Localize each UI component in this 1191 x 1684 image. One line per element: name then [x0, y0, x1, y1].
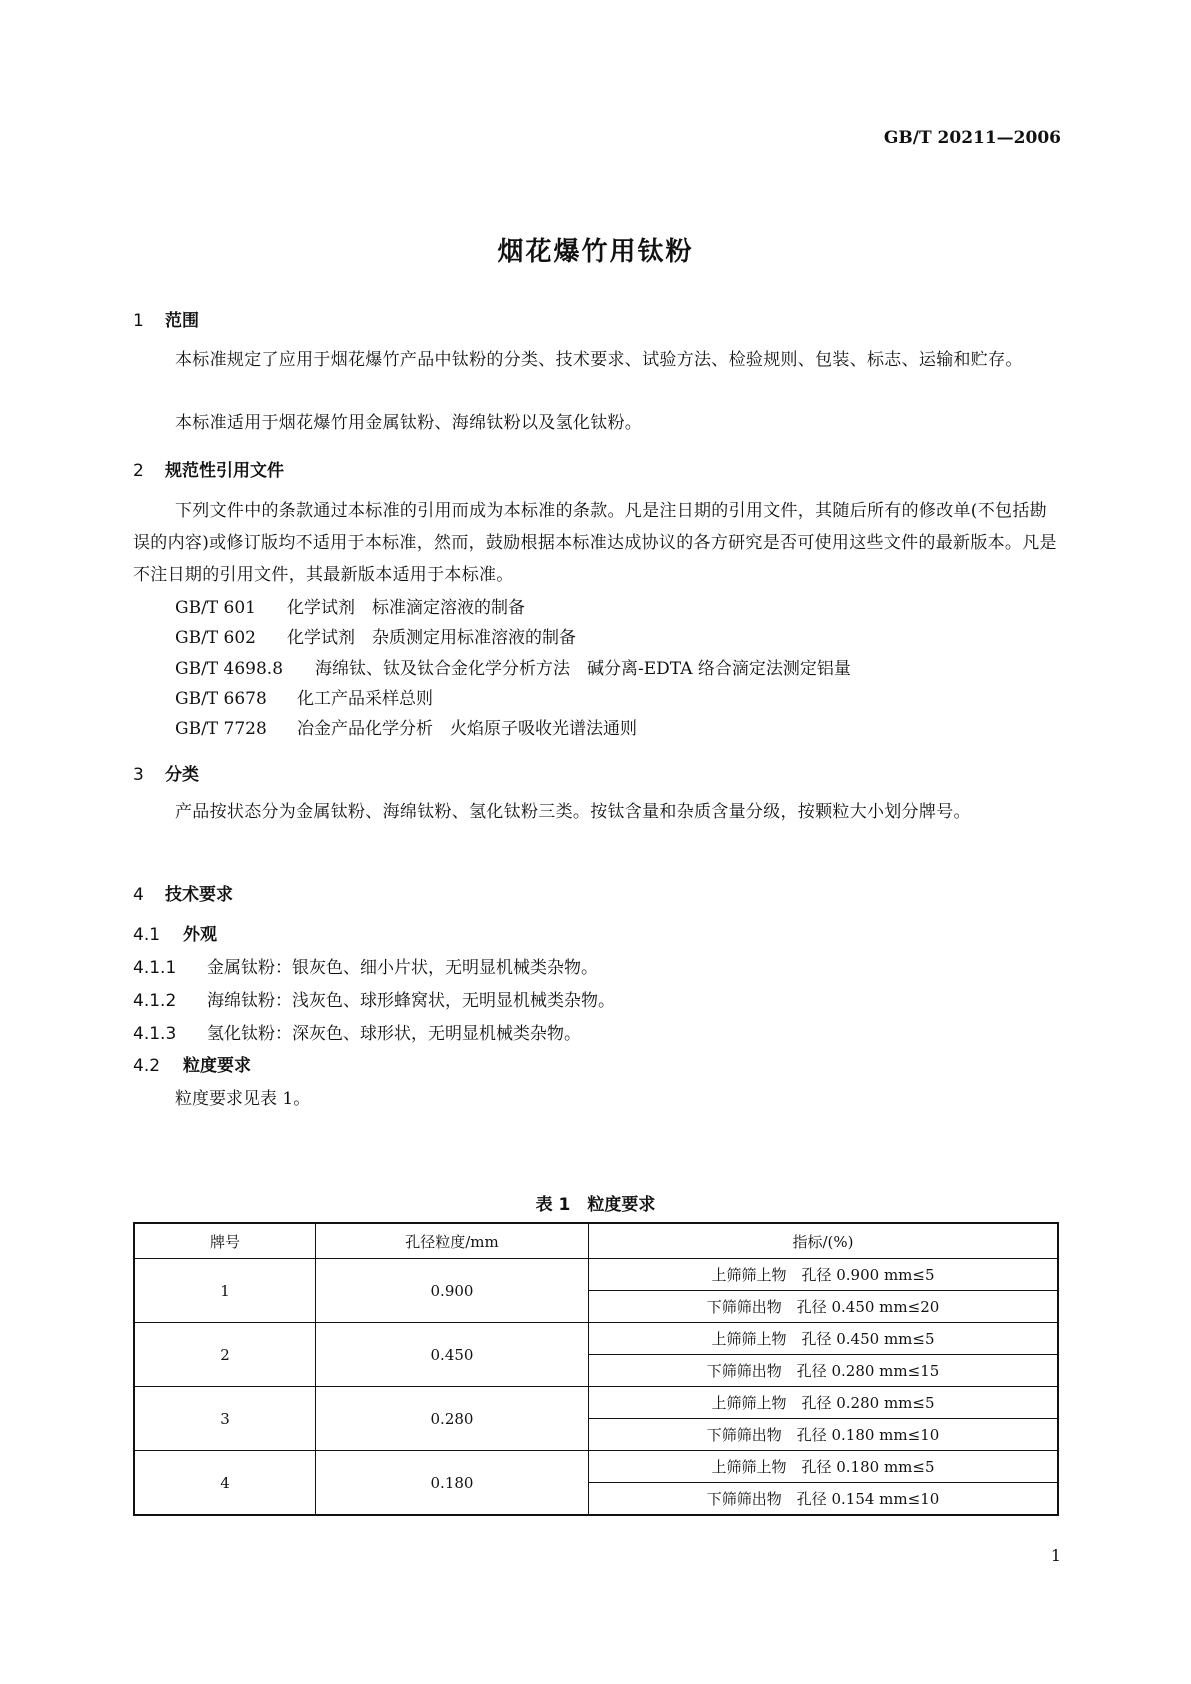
section-number: 3: [133, 765, 144, 785]
reference-item: [175, 623, 576, 648]
indicator-upper-cell: 上筛筛上物 孔径 0.180 mm≤5: [589, 1451, 1059, 1483]
reference-code: GB/T 6678: [175, 689, 267, 709]
size-cell: 0.900: [316, 1259, 589, 1323]
clause-4-1-1: [133, 953, 598, 978]
reference-item: [175, 684, 433, 709]
section-1-heading: [133, 306, 199, 331]
size-cell: 0.180: [316, 1451, 589, 1516]
grade-cell: 2: [134, 1323, 316, 1387]
reference-code: GB/T 7728: [175, 719, 267, 739]
section-number: 4: [133, 885, 144, 905]
indicator-upper-cell: 上筛筛上物 孔径 0.450 mm≤5: [589, 1323, 1059, 1355]
clause-text: 氢化钛粉：深灰色、球形状，无明显机械类杂物。: [207, 1024, 581, 1044]
section-4-1-heading: [133, 920, 217, 945]
section-title: 范围: [165, 311, 199, 331]
grade-cell: 4: [134, 1451, 316, 1516]
reference-title: 冶金产品化学分析 火焰原子吸收光谱法通则: [297, 719, 637, 739]
clause-text: 海绵钛粉：浅灰色、球形蜂窝状，无明显机械类杂物。: [207, 991, 615, 1011]
reference-title: 化工产品采样总则: [297, 689, 433, 709]
size-cell: 0.280: [316, 1387, 589, 1451]
reference-code: GB/T 602: [175, 628, 256, 648]
section-3-paragraph: [133, 796, 1059, 828]
clause-4-1-2: [133, 986, 615, 1011]
indicator-upper-cell: 上筛筛上物 孔径 0.280 mm≤5: [589, 1387, 1059, 1419]
section-3-heading: [133, 760, 199, 785]
column-header: 牌号: [134, 1223, 316, 1259]
table-row: [134, 1323, 1058, 1355]
table-header-row: [134, 1223, 1058, 1259]
section-2-paragraph: [133, 495, 1059, 591]
reference-code: GB/T 4698.8: [175, 659, 284, 679]
clause-number: 4.1.1: [133, 958, 177, 978]
table-title: 表 1 粒度要求: [535, 1195, 656, 1215]
section-title: 规范性引用文件: [165, 461, 284, 481]
indicator-upper-cell: 上筛筛上物 孔径 0.900 mm≤5: [589, 1259, 1059, 1291]
section-number: 2: [133, 461, 144, 481]
section-2-heading: [133, 456, 284, 481]
page-number: 1: [1050, 1546, 1061, 1565]
section-title: 分类: [165, 765, 199, 785]
paragraph-text: 本标准适用于烟花爆竹用金属钛粉、海绵钛粉以及氢化钛粉。: [175, 413, 643, 433]
granularity-table: [133, 1222, 1059, 1516]
column-header: 指标/(%): [589, 1223, 1059, 1259]
indicator-lower-cell: 下筛筛出物 孔径 0.154 mm≤10: [589, 1483, 1059, 1516]
clause-number: 4.1.3: [133, 1024, 177, 1044]
section-4-heading: [133, 880, 233, 905]
section-title: 外观: [183, 925, 217, 945]
section-1-paragraph-1: [133, 344, 1059, 376]
column-header: 孔径粒度/mm: [316, 1223, 589, 1259]
reference-item: [175, 714, 637, 739]
clause-number: 4.1.2: [133, 991, 177, 1011]
section-number: 1: [133, 311, 144, 331]
section-number: 4.2: [133, 1056, 161, 1076]
table-row: [134, 1451, 1058, 1483]
table-row: [134, 1259, 1058, 1291]
grade-cell: 1: [134, 1259, 316, 1323]
reference-item: [175, 654, 851, 679]
grade-cell: 3: [134, 1387, 316, 1451]
section-4-2-text: 粒度要求见表 1。: [175, 1089, 311, 1109]
indicator-lower-cell: 下筛筛出物 孔径 0.450 mm≤20: [589, 1291, 1059, 1323]
indicator-lower-cell: 下筛筛出物 孔径 0.280 mm≤15: [589, 1355, 1059, 1387]
paragraph-text: 下列文件中的条款通过本标准的引用而成为本标准的条款。凡是注日期的引用文件，其随后所有的修改单(不包括勘误的内容)或修订版均不适用于本标准，然而，鼓励根据本标准达成协议的各方研究是否可使用这些文件的最新版本。凡是不注日期的引用文件，其最新版本适用于本标准。: [133, 501, 1057, 585]
section-title: 粒度要求: [183, 1056, 251, 1076]
clause-4-1-3: [133, 1019, 581, 1044]
section-1-paragraph-2: [133, 407, 1059, 439]
reference-item: [175, 593, 525, 618]
paragraph-text: 产品按状态分为金属钛粉、海绵钛粉、氢化钛粉三类。按钛含量和杂质含量分级，按颗粒大小划分牌号。: [175, 802, 971, 822]
reference-code: GB/T 601: [175, 598, 256, 618]
reference-title: 化学试剂 杂质测定用标准溶液的制备: [287, 628, 576, 648]
reference-title: 化学试剂 标准滴定溶液的制备: [287, 598, 525, 618]
paragraph-text: 本标准规定了应用于烟花爆竹产品中钛粉的分类、技术要求、试验方法、检验规则、包装、标志、运输和贮存。: [175, 350, 1023, 370]
table-row: [134, 1387, 1058, 1419]
document-title: 烟花爆竹用钛粉: [497, 237, 694, 267]
indicator-lower-cell: 下筛筛出物 孔径 0.180 mm≤10: [589, 1419, 1059, 1451]
section-4-2-heading: [133, 1051, 251, 1076]
clause-text: 金属钛粉：银灰色、细小片状，无明显机械类杂物。: [207, 958, 598, 978]
section-title: 技术要求: [165, 885, 233, 905]
standard-number: GB/T 20211—2006: [883, 128, 1061, 148]
reference-title: 海绵钛、钛及钛合金化学分析方法 碱分离-EDTA 络合滴定法测定铝量: [315, 659, 851, 679]
section-number: 4.1: [133, 925, 161, 945]
size-cell: 0.450: [316, 1323, 589, 1387]
